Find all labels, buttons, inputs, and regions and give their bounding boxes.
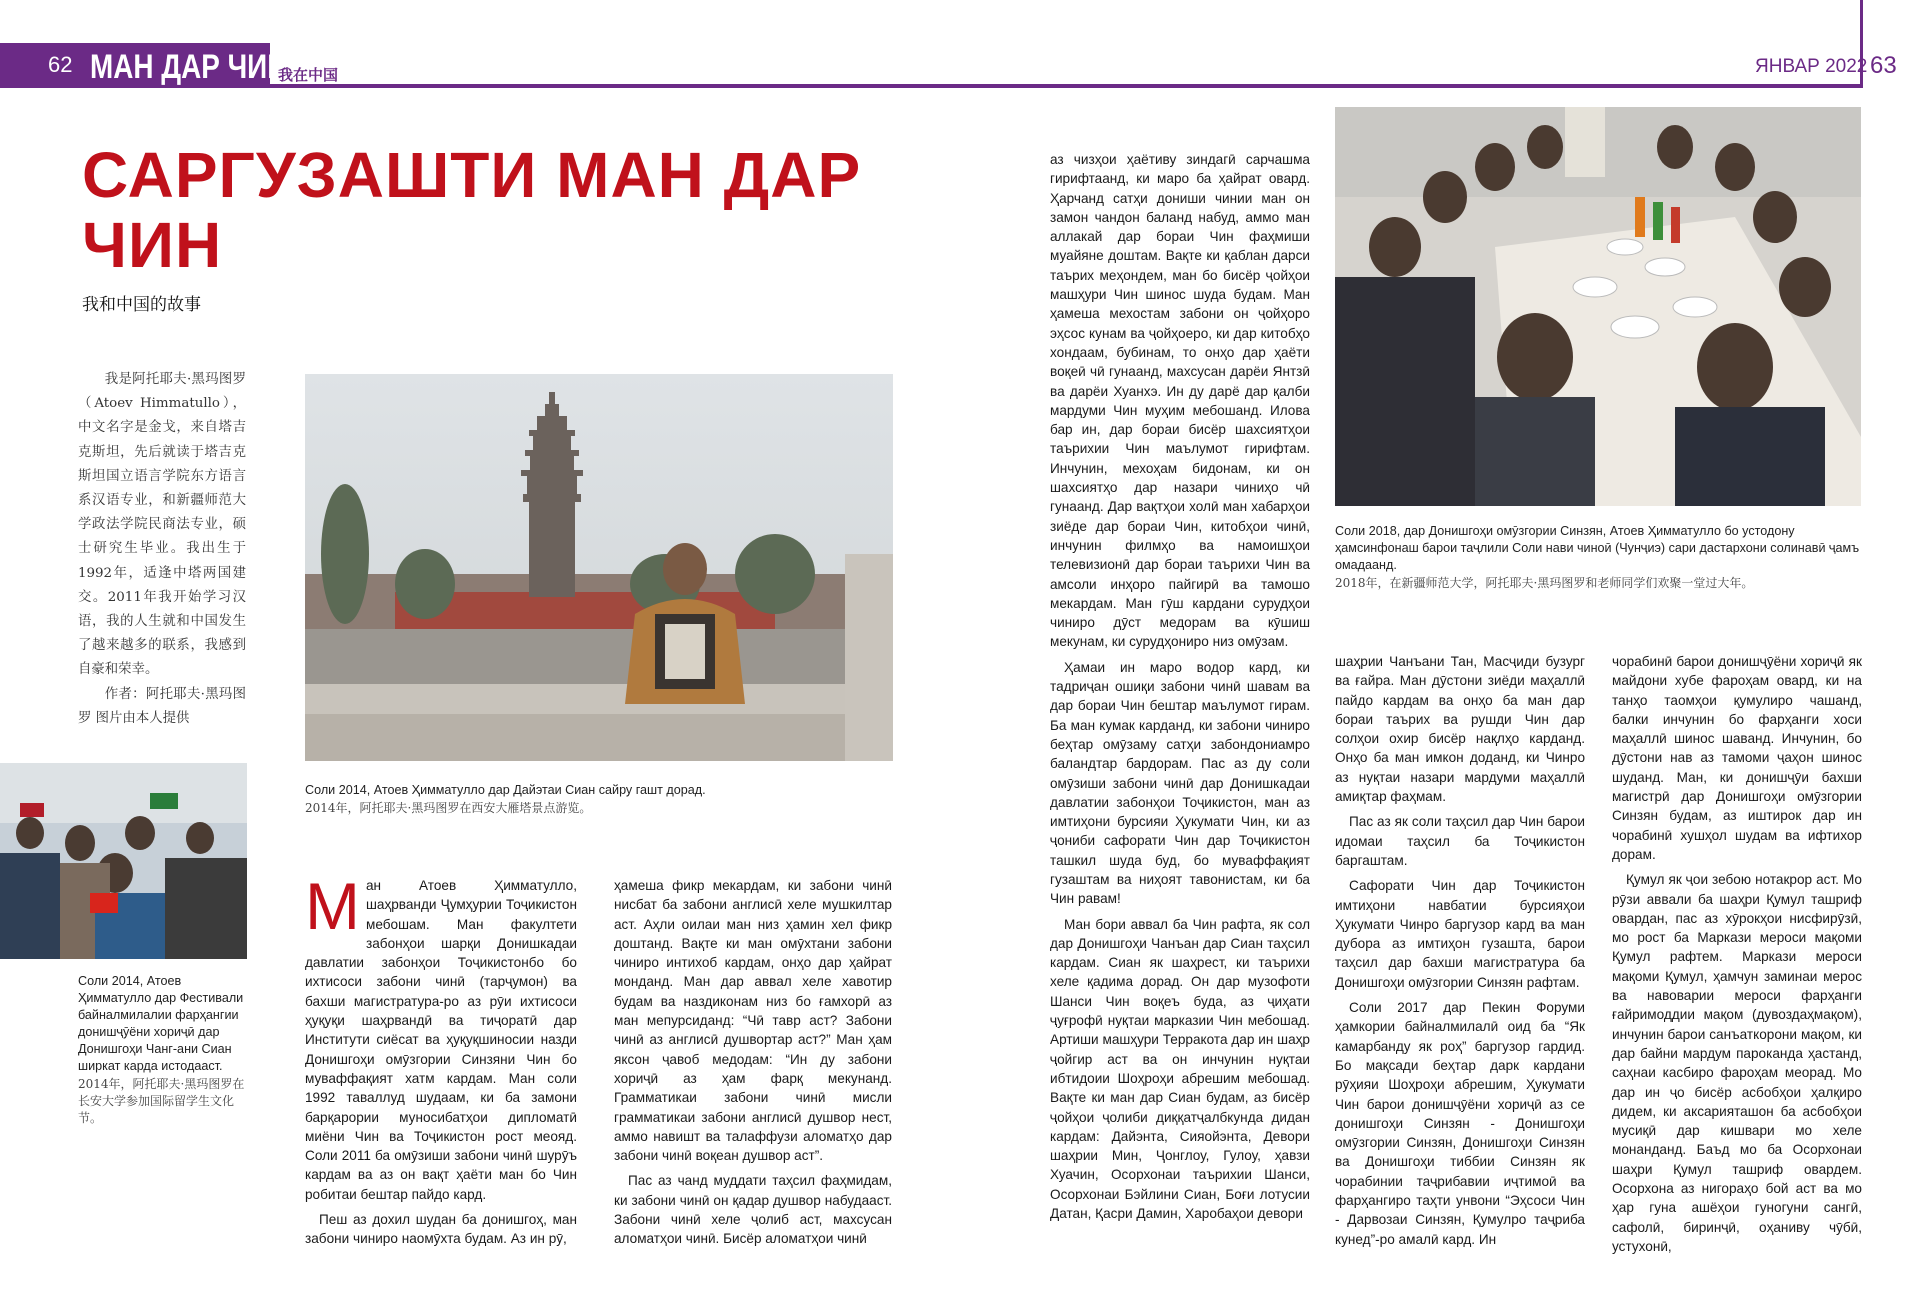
intro-paragraph: 我是阿托耶夫·黑玛图罗（Atoev Himmatullo），中文名字是金戈，来自塔吉克斯坦，先后就读于塔吉克斯坦国立语言学院东方语言系汉语专业，和新疆师范大学政法学院民商法专业，硕士研究生毕业。我出生于1992年，适逢中塔两国建交。2011年我开始学习汉语，我的人生就和中国发生了越来越多的联系，我感到自豪和荣幸。 xyxy=(78,372,246,678)
paragraph: Пас аз як соли таҳсил дар Чин барои идомаи таҳсил ба Тоҷикистон баргаштам. xyxy=(1335,814,1585,868)
dinner-caption-cn: 2018年，在新疆师范大学，阿托耶夫·黑玛图罗和老师同学们欢聚一堂过大年。 xyxy=(1335,576,1754,590)
festival-caption-cn: 2014年，阿托耶夫·黑玛图罗在长安大学参加国际留学生文化节。 xyxy=(78,1077,245,1125)
left-page-number: 62 xyxy=(48,52,73,77)
pagoda-caption: Соли 2014, Атоев Ҳимматулло дар Дайэтаи Сиан сайру гашт дорад. xyxy=(305,783,706,797)
paragraph: аз чизҳои ҳаётиву зиндагӣ сарчашма гирифтаанд, ки маро ба ҳайрат овард. Ҳарчанд сатҳи дониши чинии ман он замон чандон баланд набуд, аммо ман аллакай дар бораи Чин фаҳмиши муайяне доштам. Вақте ки қаблан дарси таърих меҳондем, ман бо бисёр ҷойҳои машҳури Чин шинос шуда будам. Ман ҳамеша мехостам забони он ҷойҳоро эҳсос кунам ва ҷойҳоеро, ки дар китобҳо хондаам, бубинам, то онҳо дар ҳаёти воқеӣ чӣ гунаанд, махсусан дарёи Янтзӣ ва дарёи Хуанхэ. Ин ду дарё дар қалби мардуми Чин муҳим мебошанд. Илова бар ин, дар бораи бисёр шахсиятҳои таърихии Чин маълумот гирифтам. Инчунин, мехоҳам бидонам, ки он шахсиятҳо дар назари чиниҳо чӣ гунаанд. Дар вақтҳои холӣ ман хабарҳои зиёде дар бораи Чин, китобҳои чинӣ, инчунин филмҳо ва намоишҳои телевизионӣ дар бораи таърихи Чин ва амсоли инҳоро пайгирӣ ва тамошо мекардам. Ман гӯш кардани сурудҳои чиниро дӯст медорам ва кӯшиш мекунам, ки сурудҳониро низ омӯзам. xyxy=(1050,152,1310,650)
article-column-3 xyxy=(1050,150,1310,1229)
intro-cn xyxy=(78,368,246,731)
pagoda-caption-cn: 2014年，阿托耶夫·黑玛图罗在西安大雁塔景点游览。 xyxy=(305,801,592,815)
photo-festival xyxy=(0,763,247,959)
paragraph: Пеш аз дохил шудан ба донишгоҳ, ман забони чиниро наомӯхта будам. Аз ин рӯ, xyxy=(305,1212,577,1247)
paragraph: ан Атоев Ҳимматулло, шаҳрванди Ҷумҳурии Тоҷикистон мебошам. Ман факултети забонҳои шарқи Донишкадаи давлатии забонҳои Тоҷикистонбо бо ихтисоси забони чинӣ (тарҷумон) ва бахши магистратура-ро аз рӯи ихтисоси ҳуқуқи шаҳрвандӣ ва тиҷоратӣ дар Институти сиёсат ва ҳуқуқшиносии назди Донишгоҳи омӯзгории Синзяни Чин бо муваффақият хатм кардам. Ман соли 1992 таваллуд шудаам, ки ба замони барқарории муносибатҳои дипломатӣ миёни Чин ва Тоҷикистон рост меояд. Соли 2011 ба омӯзиши забони чинӣ шурӯъ кардам ва аз он вақт ҳаёти ман бо Чин робитаи бештар пайдо кард. xyxy=(305,878,577,1202)
photo-dinner xyxy=(1335,107,1861,506)
dinner-caption: Соли 2018, дар Донишгоҳи омӯзгории Синзян, Атоев Ҳимматулло бо устодону ҳамсинфонаш барои таҷлили Соли нави чиноӣ (Чунҷиэ) сари дастархони солинавӣ ҷамъ омадаанд. xyxy=(1335,524,1860,572)
dropcap-letter: М xyxy=(305,869,360,943)
issue-date: ЯНВАР 2022 xyxy=(1755,56,1868,77)
intro-credit: 作者：阿托耶夫·黑玛图罗 图片由本人提供 xyxy=(78,686,246,726)
paragraph: Ман бори аввал ба Чин рафта, як сол дар Донишгоҳи Чанъан дар Сиан таҳсил кардам. Сиан як шаҳрест, ки таърихи хеле қадима дорад. Он дар музофоти Шанси Чин воқеъ буда, аз ҷиҳати ҷуғрофӣ нуқтаи марказии Чин мебошад. Артиши машҳури Терракота дар ин шаҳр ҷойгир аст ва он инчунин нуқтаи ибтидоии Шоҳроҳи абрешим мебошад. Вақте ки ман дар Сиан будам, аз бисёр ҷойҳои ҷолиби диққатҷалбкунда дидан кардам: Дайэнта, Сияойэнта, Девори шаҳрии Мин, Ҷонглоу, Гулоу, ҳавзи Хуачин, Осорхонаи таърихии Шанси, Осорхонаи Бэйлини Сиан, Боғи лотусии Датан, Қасри Дамин, Харобаҳои девори xyxy=(1050,916,1310,1222)
paragraph: чорабинӣ барои донишҷӯёни хориҷӣ як майдони хубе фароҳам овард, ки на танҳо таомҳои қумулиро чашанд, балки инчунин бо фарҳанги хоси маҳаллӣ шинос шаванд. Инчунин, бо дӯстони нав аз тамоми ҷаҳон шинос шуданд. Ман, ки донишҷӯи бахши магистрӣ дар Донишгоҳи омӯзгории Синзян будам, аз иштирок дар ин чорабинӣ хушҳол шудам ва ифтихор дорам. xyxy=(1612,654,1862,862)
festival-caption: Соли 2014, Атоев Ҳимматулло дар Фестивали байналмилалии фарҳангии донишҷӯёни хориҷӣ дар Донишгоҳи Чанг-ани Сиан ширкат карда истодааст. xyxy=(78,974,244,1073)
paragraph: Сафорати Чин дар Тоҷикистон имтиҳони навбатии бурсияҳои Ҳукумати Чинро баргузор кард ва ман дубора аз имтиҳон гузашта, барои таҳсил дар бахши магистратура ба Донишгоҳи омӯзгории Синзян рафтам. xyxy=(1335,878,1585,990)
article-title: САРГУЗАШТИ МАН ДАР ЧИН xyxy=(82,139,862,281)
paragraph: шаҳрии Чанъани Тан, Масҷиди бузург ва ғайра. Ман дӯстони зиёди маҳаллӣ пайдо кардам ва онҳо ба ман дар бораи таърих ва рушди Чин дар солҳои охир бисёр нақлҳо карданд. Онҳо ба ман имкон доданд, ки Чинро аз нуқтаи назари мардуми маҳаллӣ амиқтар фаҳмам. xyxy=(1335,654,1585,805)
article-column-2 xyxy=(614,876,892,1255)
article-column-1 xyxy=(305,869,577,1255)
article-column-4 xyxy=(1335,652,1585,1255)
paragraph: Ҳамаи ин маро водор кард, ки тадриҷан ошиқи забони чинӣ шавам ва дар бораи Чин бештар маълумот гирам. Ба ман кумак карданд, ки забони чиниро беҳтар омӯзаму сатҳи забондониамро баландтар бардорам. Пас аз ду соли омӯзиши забони чинӣ дар Донишкадаи давлатии забонҳои Тоҷикистон, ман аз имтиҳони бурсияи Ҳукумати Чин, ки аз ҷониби сафорати Чин дар Тоҷикистон ташкил шуда буд, бо муваффақият гузаштам ва ниҳоят тавонистам, ки ба Чин равам! xyxy=(1050,659,1310,907)
article-column-5 xyxy=(1612,652,1862,1262)
paragraph: Қумул як ҷои зебою нотакрор аст. Мо рӯзи аввали ба шаҳри Қумул ташриф овардан, пас аз хӯрокҳои нисфирӯзӣ, мо рост ба Маркази мероси мақоми Қумул рафтем. Маркази мероси мақоми Қумул, ҳамчун заминаи мерос ва навоварии мероси фарҳанги ғайримоддии мақом (дувоздаҳмақом), инчунин барои санъаткорони мақом, ки дар байни мардум парокандa ҳастанд, саҳнаи касбиро фароҳам меорад. Мо дар ин ҷо бисёр асбобҳои ҳалқиро дидем, ки аксарияташон ба асбобҳои мусиқӣ дар кишвари мо хеле монанданд. Баъд мо ба Осорхонаи шаҳри Қумул ташриф овардем. Осорхона аз нигораҳо бой аст ва мо ҳар гуна ашёҳои гуногуни сангӣ, сафолӣ, биринҷӣ, оҳаниву чӯбӣ, устухонӣ, xyxy=(1612,872,1862,1254)
paragraph: ҳамеша фикр мекардам, ки забони чинӣ нисбат ба забони англисӣ хеле мушкилтар аст. Аҳли оилаи ман низ ҳамин хел фикр доштанд. Вақте ки ман омӯхтани забони чиниро интихоб кардам, онҳо дар ҳайрат монданд. Ман дар аввал хеле хавотир будам ва наздиконам низ бо ғамхорӣ аз ман мепурсиданд: “Чӣ тавр аст? Забони чинӣ аз англисӣ душвортар аст?” Ман ҳам яксон ҷавоб медодам: “Ин ду забони хориҷӣ аз ҳам фарқ мекунанд. Грамматикаи забони чинӣ мисли грамматикаи забони англисӣ душвор нест, аммо навишт ва талаффузи аломатҳо дар забони чинӣ воқеан душвор аст”. xyxy=(614,878,892,1164)
section-title-cn: 我在中国 xyxy=(278,66,339,84)
article-subtitle-cn: 我和中国的故事 xyxy=(82,295,201,315)
section-title: МАН ДАР ЧИН xyxy=(90,48,288,86)
paragraph: Соли 2017 дар Пекин Форуми ҳамкории байналмилалӣ оид ба “Як камарбанду як роҳ” баргузор гардид. Бо мақсади беҳтар дарк кардани рӯҳияи Шоҳроҳи абрешим, Ҳукумати Чин барои донишҷӯёни хориҷӣ аз се донишгоҳи Синзян - Донишгоҳи омӯзгории Синзян, Донишгоҳи Синзян ва Донишгоҳи тиббии Синзян як чорабинии таҷрибавии иҷтимоӣ ва фарҳангиро таҳти унвони “Эҳсоси Чин - Дарвозаи Синзян, Қумулро таҷриба кунед”-ро амалӣ кард. Ин xyxy=(1335,1000,1585,1247)
right-page-number: 63 xyxy=(1870,52,1897,79)
photo-pagoda xyxy=(305,374,893,761)
paragraph: Пас аз чанд муддати таҳсил фаҳмидам, ки забони чинӣ он қадар душвор набудааст. Забони чинӣ хеле ҷолиб аст, махсусан аломатҳои чинӣ. Бисёр аломатҳои чинӣ xyxy=(614,1173,892,1247)
